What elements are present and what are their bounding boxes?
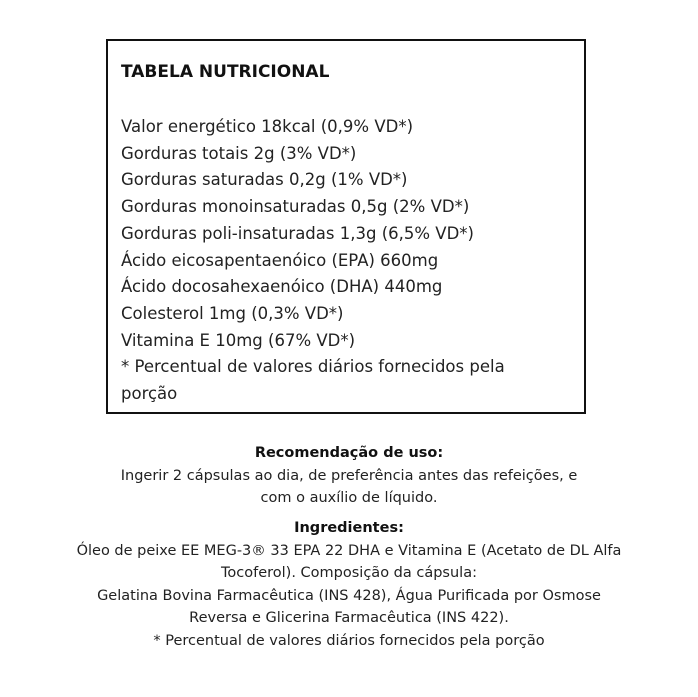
nutrition-list [121,114,571,354]
nutrition-item-dha: Ácido docosahexaenóico (DHA) 440mg [121,277,443,297]
usage-line: Ingerir 2 cápsulas ao dia, de preferência antes das refeições, e [120,467,578,484]
nutrition-item-saturated-fat: Gorduras saturadas 0,2g (1% VD*) [121,170,408,190]
nutrition-item-polyunsaturated-fat: Gorduras poli-insaturadas 1,3g (6,5% VD*) [121,223,474,243]
usage-section [0,442,698,510]
nutrition-table [106,39,586,414]
nutrition-item-total-fat: Gorduras totais 2g (3% VD*) [121,143,357,163]
ingredients-footnote: * Percentual de valores diários fornecidos pela porção [153,632,545,649]
nutrition-item-epa: Ácido eicosapentaenóico (EPA) 660mg [121,250,439,270]
ingredients-line: Óleo de peixe EE MEG-3® 33 EPA 22 DHA e Vitamina E (Acetato de DL Alfa [76,542,622,559]
nutrition-item-monounsaturated-fat: Gorduras monoinsaturadas 0,5g (2% VD*) [121,197,470,217]
usage-line: com o auxílio de líquido. [260,490,438,506]
ingredients-line: Gelatina Bovina Farmacêutica (INS 428), Água Purificada por Osmose [97,587,601,604]
usage-heading: Recomendação de uso: [254,445,444,461]
ingredients-line: Tocoferol). Composição da cápsula: [221,565,477,581]
nutrition-item-energy: Valor energético 18kcal (0,9% VD*) [121,117,414,136]
nutrition-item-cholesterol: Colesterol 1mg (0,3% VD*) [121,303,344,323]
nutrition-table-title: TABELA NUTRICIONAL [121,62,330,82]
ingredients-heading: Ingredientes: [294,520,404,536]
ingredients-section [0,517,698,652]
nutrition-footnote: * Percentual de valores diários fornecidos pela porção [121,357,505,403]
nutrition-item-vitamin-e: Vitamina E 10mg (67% VD*) [121,330,356,350]
ingredients-line: Reversa e Glicerina Farmacêutica (INS 422). [189,610,509,626]
